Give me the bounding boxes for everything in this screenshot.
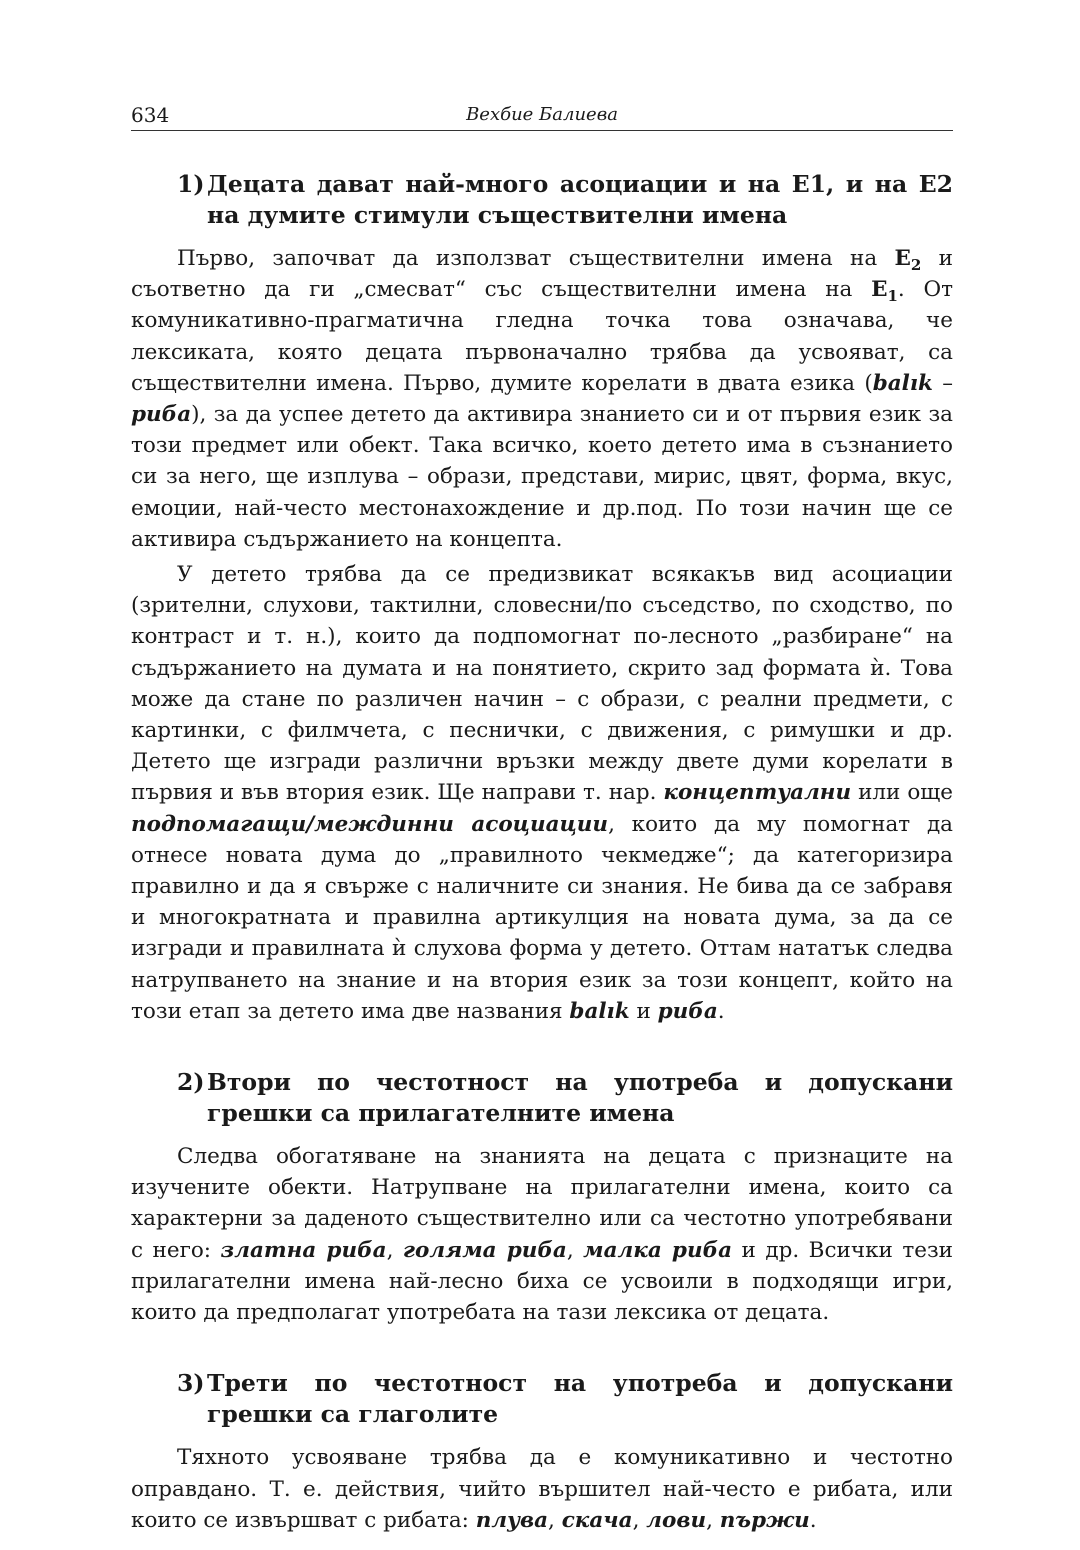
section-2-heading (177, 1067, 953, 1129)
section-1-number: 1) (177, 170, 205, 198)
text-run: . От комуникативно-прагматична гледна точка това означава, че лексиката, която децата първоначално трябва да усвояват, са съществителни имена. Първо, думите корелати в двата езика ( (131, 277, 953, 396)
text-run: – (932, 370, 953, 396)
e2-symbol (894, 246, 922, 274)
text-run: Тяхното усвояване трябва да е комуникативно и честотно оправдано. Т. е. действия, чийто вършител най-често е рибата, или които се извършват с рибата: (131, 1445, 953, 1533)
term-riba: риба (131, 402, 192, 428)
section-1-paragraph-2 (131, 559, 953, 1027)
verb-swims: плува (475, 1507, 549, 1533)
section-2-number: 2) (177, 1068, 205, 1097)
text-run: , (548, 1507, 562, 1533)
section-3-paragraph-1 (131, 1442, 953, 1536)
text-run: и съответно да ги „смесват“ със съществителни имена на (131, 246, 953, 303)
text-run: ), за да успее детето да активира знанието си и от първия език за този предмет или обект. Така всичко, което детето има в съзнанието си за него, ще изплува – образи, представи, мирис, цвят, форма, вкус, емоции, най-често местонахождение и др.под. По този начин ще се активира съдържанието на концепта. (131, 402, 953, 552)
section-1-heading (177, 169, 953, 231)
text-run: , които да му помогнат да отнесе новата дума до „правилното чекмедже“; да категоризира правилно и да я свърже с наличните си знания. Не бива да се забравя и многократната и правилна артикулция на новата дума, за да се изгради и правилната ѝ слухова форма у детето. Оттам нататък следва натрупването на знание и на втория език за този концепт, който на този етап за детето има две названия (131, 811, 953, 1024)
text-run: У детето трябва да се предизвикат всякакъв вид асоциации (зрителни, слухови, тактилни, словесни/по съседство, по сходство, по контраст и т. н.), които да подпомогнат по-лесното „разбиране“ на съдържанието на думата и на понятието, скрито зад формата ѝ. Това може да стане по различен начин – с образи, с реални предмети, с картинки, с филмчета, с песнички, с движения, с римушки и др. Детето ще изгради различни връзки между двете думи корелати в първия и във втория език. Ще направи т. нар. (131, 562, 953, 806)
verb-jumps: скача (561, 1507, 633, 1533)
text-run: , (632, 1507, 647, 1533)
term-auxiliary-associations: подпомагащи/междинни асоциации (131, 811, 609, 837)
e1-symbol (871, 277, 898, 306)
term-riba: риба (657, 998, 718, 1024)
page-number: 634 (131, 103, 170, 127)
section-2-paragraph-1 (131, 1141, 953, 1328)
running-head (131, 100, 953, 131)
section-3-number: 3) (177, 1369, 205, 1398)
page (131, 100, 953, 1536)
text-run: Следва обогатяване на знанията на децата с признаците на изучените обекти. Натрупване на прилагателни имена, които са характерни за даденото съществително или са честотно употребявани с него: (131, 1144, 953, 1263)
text-run: Първо, започват да използват съществителни имена на (177, 246, 895, 271)
term-golden-fish: златна риба (220, 1237, 387, 1263)
text-run: , (706, 1507, 720, 1533)
section-2-title: Втори по честотност на употреба и допускани грешки са прилагателните имена (207, 1068, 953, 1128)
subscript-2: 2 (910, 256, 922, 274)
term-small-fish: малка риба (583, 1237, 733, 1263)
text-run: и др. Всички тези прилагателни имена най-лесно биха се усвоили в подходящи игри, които да предполагат употребата на тази лексика от децата. (131, 1237, 954, 1326)
running-title-author: Вехбие Балиева (466, 104, 618, 125)
section-1-paragraph-1 (131, 243, 953, 555)
section-3-heading (177, 1368, 953, 1430)
text-run: . (809, 1507, 817, 1533)
text-run: , (386, 1237, 403, 1263)
term-balik: balık (569, 998, 630, 1024)
term-balik: balık (872, 370, 933, 396)
term-big-fish: голяма риба (402, 1237, 567, 1263)
section-1-title: Децата дават най-много асоциации и на Е1, и на Е2 на думите стимули съществителни имена (207, 170, 953, 229)
term-conceptual: концептуални (663, 780, 852, 806)
subscript-1: 1 (887, 287, 898, 306)
e-letter: E (894, 246, 911, 271)
e-letter: E (871, 277, 888, 303)
text-run: . (717, 998, 725, 1024)
text-run: , (566, 1237, 584, 1263)
verb-catches: лови (646, 1507, 707, 1533)
verb-fries: пържи (719, 1507, 810, 1533)
text-run: и (629, 998, 658, 1024)
section-3-title: Трети по честотност на употреба и допускани грешки са глаголите (207, 1369, 953, 1429)
text-run: или още (851, 780, 953, 806)
